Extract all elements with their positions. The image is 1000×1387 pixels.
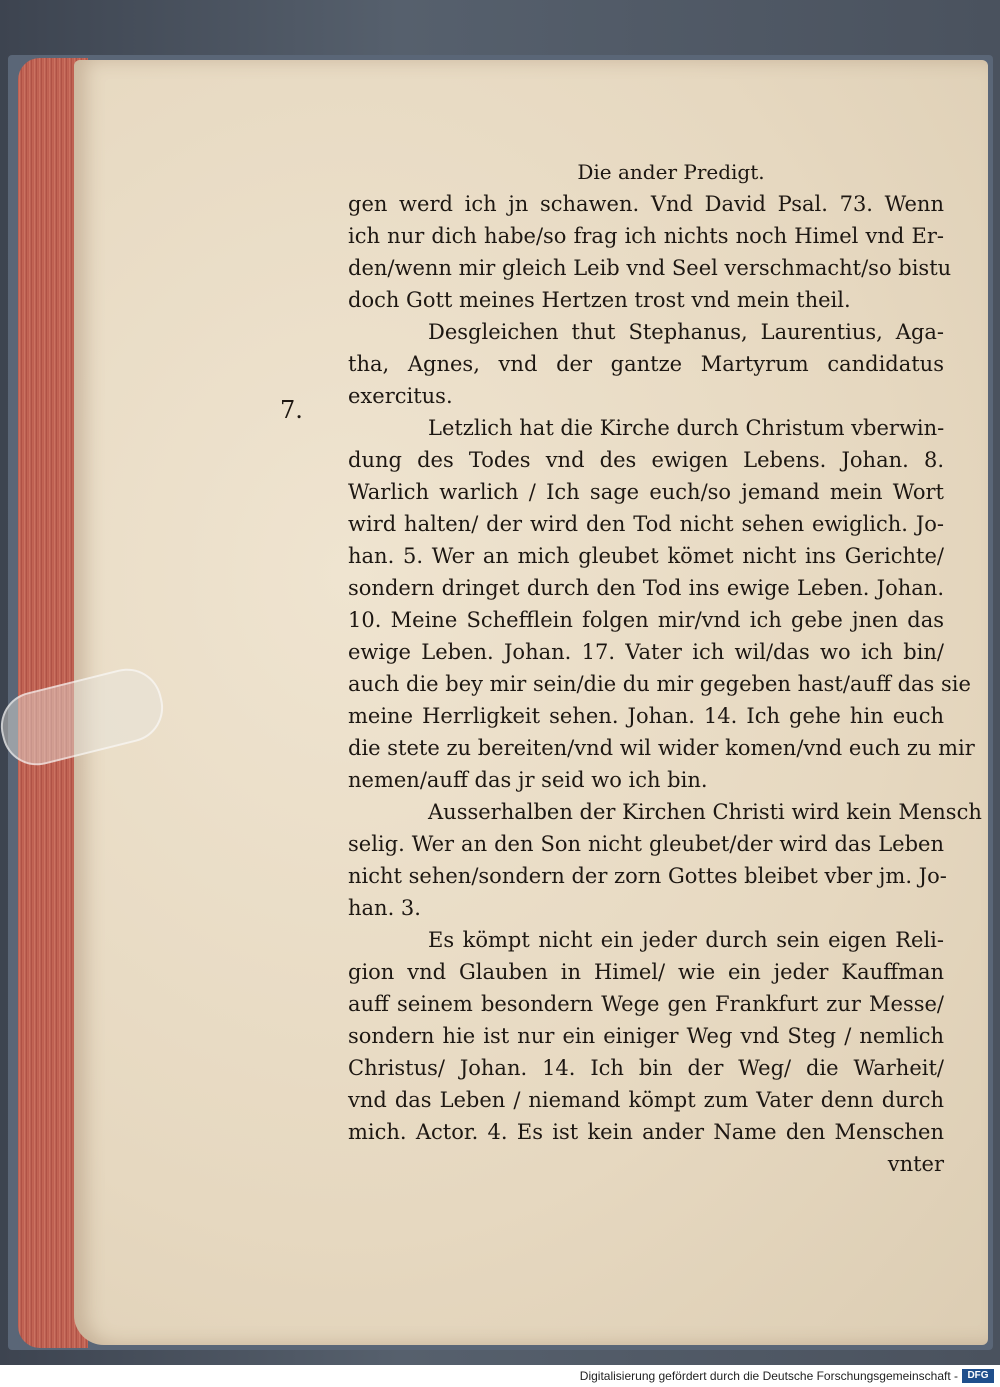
text-line: dung des Todes vnd des ewigen Lebens. Johan. 8.: [348, 448, 944, 472]
text-line: sondern dringet durch den Tod ins ewige Leben. Johan.: [348, 576, 944, 600]
footer-bar: [0, 1365, 1000, 1387]
text-line: han. 5. Wer an mich gleubet kömet nicht ins Gerichte/: [348, 544, 944, 568]
text-line: meine Herrligkeit sehen. Johan. 14. Ich gehe hin euch: [348, 704, 944, 728]
text-line: Ausserhalben der Kirchen Christi wird kein Mensch: [428, 800, 982, 824]
text-line: Es kömpt nicht ein jeder durch sein eigen Reli-: [428, 928, 944, 952]
text-line: den/wenn mir gleich Leib vnd Seel verschmacht/so bistu: [348, 256, 952, 280]
text-line: selig. Wer an den Son nicht gleubet/der wird das Leben: [348, 832, 944, 856]
text-line: wird halten/ der wird den Tod nicht sehen ewiglich. Jo-: [348, 512, 944, 536]
text-line: Warlich warlich / Ich sage euch/so jemand mein Wort: [348, 480, 944, 504]
text-line: nicht sehen/sondern der zorn Gottes bleibet vber jm. Jo-: [348, 864, 947, 888]
text-line: doch Gott meines Hertzen trost vnd mein theil.: [348, 288, 851, 312]
text-line: ewige Leben. Johan. 17. Vater ich wil/das wo ich bin/: [348, 640, 944, 664]
text-line: exercitus.: [348, 384, 453, 408]
text-line: tha, Agnes, vnd der gantze Martyrum candidatus: [348, 352, 944, 376]
text-line: Christus/ Johan. 14. Ich bin der Weg/ die Warheit/: [348, 1056, 944, 1080]
text-line: die stete zu bereiten/vnd wil wider komen/vnd euch zu mir: [348, 736, 975, 760]
text-line: sondern hie ist nur ein einiger Weg vnd Steg / nemlich: [348, 1024, 944, 1048]
text-line: auff seinem besondern Wege gen Frankfurt zur Messe/: [348, 992, 944, 1016]
text-line: han. 3.: [348, 896, 421, 920]
dfg-logo: DFG: [962, 1369, 994, 1383]
footer-credit: Digitalisierung gefördert durch die Deutsche Forschungsgemeinschaft -: [579, 1369, 958, 1383]
text-line: gen werd ich jn schawen. Vnd David Psal. 73. Wenn: [348, 192, 944, 216]
margin-number: 7.: [280, 396, 303, 424]
text-line: auch die bey mir sein/die du mir gegeben hast/auff das sie: [348, 672, 971, 696]
page-text: [348, 156, 982, 1180]
text-line: ich nur dich habe/so frag ich nichts noch Himel vnd Er-: [348, 224, 944, 248]
text-line: 10. Meine Schefflein folgen mir/vnd ich gebe jnen das: [348, 608, 944, 632]
text-line: mich. Actor. 4. Es ist kein ander Name den Menschen: [348, 1120, 944, 1144]
running-header: Die ander Predigt.: [577, 160, 765, 184]
text-line: vnd das Leben / niemand kömpt zum Vater denn durch: [348, 1088, 944, 1112]
catchword: vnter: [887, 1152, 944, 1176]
text-line: gion vnd Glauben in Himel/ wie ein jeder Kauffman: [348, 960, 944, 984]
text-line: Letzlich hat die Kirche durch Christum vberwin-: [428, 416, 945, 440]
text-line: Desgleichen thut Stephanus, Laurentius, Aga-: [428, 320, 944, 344]
text-line: nemen/auff das jr seid wo ich bin.: [348, 768, 708, 792]
